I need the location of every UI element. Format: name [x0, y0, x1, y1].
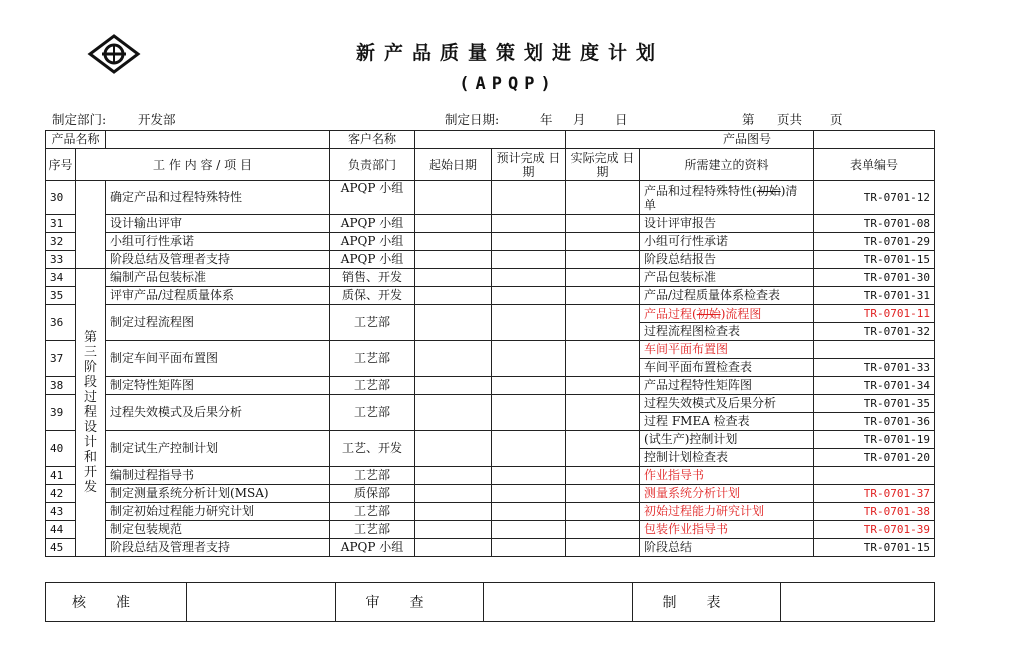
- table-row: [46, 377, 935, 395]
- row-number: 43: [46, 503, 76, 521]
- form-code: TR-0701-34: [814, 377, 935, 395]
- form-code: TR-0701-11: [814, 305, 935, 323]
- task-cell: 评审产品/过程质量体系: [106, 287, 330, 305]
- form-code: [814, 341, 935, 359]
- form-code: TR-0701-35: [814, 395, 935, 413]
- planned-date-cell[interactable]: [492, 341, 566, 377]
- actual-date-cell[interactable]: [566, 251, 640, 269]
- approve-signature-field[interactable]: [187, 583, 336, 622]
- prepare-label: 制表: [633, 583, 781, 622]
- row-number: 31: [46, 215, 76, 233]
- form-code: TR-0701-08: [814, 215, 935, 233]
- col-seq: 序号: [46, 149, 76, 181]
- doc-text: 车间平面布置检查表: [644, 360, 753, 374]
- planned-date-cell[interactable]: [492, 467, 566, 485]
- task-cell: 制定车间平面布置图: [106, 341, 330, 377]
- planned-date-cell[interactable]: [492, 521, 566, 539]
- start-date-cell[interactable]: [415, 233, 492, 251]
- stage-blank: [76, 181, 106, 269]
- form-code: TR-0701-38: [814, 503, 935, 521]
- document-subtitle: (APQP): [459, 74, 557, 94]
- task-cell: 制定过程流程图: [106, 305, 330, 341]
- table-row: [46, 305, 935, 323]
- doc-cell: [640, 413, 814, 431]
- date-month: 月: [573, 112, 586, 127]
- start-date-cell[interactable]: [415, 485, 492, 503]
- doc-text: 小组可行性承诺: [644, 234, 729, 248]
- doc-text: 产品包装标准: [644, 270, 717, 284]
- planned-date-cell[interactable]: [492, 251, 566, 269]
- col-work: 工 作 内 容 / 项 目: [76, 149, 330, 181]
- table-row: [46, 539, 935, 557]
- table-row: [46, 467, 935, 485]
- form-code: TR-0701-29: [814, 233, 935, 251]
- row-number: 42: [46, 485, 76, 503]
- planned-date-cell[interactable]: [492, 539, 566, 557]
- start-date-cell[interactable]: [415, 341, 492, 377]
- doc-text: 阶段总结报告: [644, 252, 717, 266]
- doc-cell: [640, 395, 814, 413]
- doc-text: 产品/过程质量体系检查表: [644, 288, 781, 302]
- planned-date-cell[interactable]: [492, 485, 566, 503]
- col-form: 表单编号: [814, 149, 935, 181]
- dept-label: 制定部门:: [52, 112, 107, 127]
- task-cell: 设计输出评审: [106, 215, 330, 233]
- doc-cell: [640, 215, 814, 233]
- task-cell: 过程失效模式及后果分析: [106, 395, 330, 431]
- actual-date-cell[interactable]: [566, 181, 640, 215]
- table-row: [46, 287, 935, 305]
- row-number: 45: [46, 539, 76, 557]
- start-date-cell[interactable]: [415, 251, 492, 269]
- row-number: 32: [46, 233, 76, 251]
- doc-cell: [640, 305, 814, 323]
- task-cell: 阶段总结及管理者支持: [106, 251, 330, 269]
- doc-cell: [640, 287, 814, 305]
- doc-text-struck: 初始: [756, 183, 781, 198]
- dept-cell: APQP 小组: [330, 251, 415, 269]
- start-date-cell[interactable]: [415, 269, 492, 287]
- table-row: [46, 431, 935, 449]
- actual-date-cell[interactable]: [566, 287, 640, 305]
- apqp-plan-table: [45, 130, 935, 557]
- start-date-cell[interactable]: [415, 521, 492, 539]
- form-code: TR-0701-32: [814, 323, 935, 341]
- doc-text: 作业指导书: [644, 468, 705, 482]
- task-cell: 编制过程指导书: [106, 467, 330, 485]
- planned-date-cell[interactable]: [492, 431, 566, 467]
- task-cell: 制定试生产控制计划: [106, 431, 330, 467]
- form-code: TR-0701-15: [814, 539, 935, 557]
- prepare-signature-field[interactable]: [781, 583, 935, 622]
- form-code: TR-0701-36: [814, 413, 935, 431]
- info-row: [46, 131, 935, 149]
- dept-cell: APQP 小组: [330, 539, 415, 557]
- table-row: [46, 269, 935, 287]
- actual-date-cell[interactable]: [566, 539, 640, 557]
- doc-text: 产品过程特性矩阵图: [644, 378, 753, 392]
- dept-cell: 销售、开发: [330, 269, 415, 287]
- actual-date-cell[interactable]: [566, 431, 640, 467]
- planned-date-cell[interactable]: [492, 377, 566, 395]
- doc-text: (试生产)控制计划: [644, 432, 738, 446]
- row-number: 30: [46, 181, 76, 215]
- doc-text: 过程失效模式及后果分析: [644, 396, 777, 410]
- stage-label: 第三阶段 过程设计和开发: [76, 269, 106, 557]
- table-row: [46, 233, 935, 251]
- dept-value: 开发部: [138, 112, 176, 127]
- doc-text: 过程流程图检查表: [644, 324, 741, 338]
- doc-cell: [640, 181, 814, 215]
- doc-text-struck: 初始: [696, 306, 721, 321]
- form-code: TR-0701-33: [814, 359, 935, 377]
- row-number: 36: [46, 305, 76, 341]
- row-number: 44: [46, 521, 76, 539]
- doc-text: 包装作业指导书: [644, 522, 729, 536]
- review-signature-field[interactable]: [484, 583, 633, 622]
- date-label: 制定日期:: [445, 112, 500, 127]
- document-title: 新产品质量策划进度计划: [355, 42, 664, 64]
- doc-text: 设计评审报告: [644, 216, 717, 230]
- table-row: [46, 395, 935, 413]
- form-code: TR-0701-31: [814, 287, 935, 305]
- col-docs: 所需建立的资料: [640, 149, 814, 181]
- doc-text: 过程 FMEA 检查表: [644, 414, 750, 428]
- drawing-no-value[interactable]: [814, 131, 935, 149]
- dept-cell: 工艺部: [330, 305, 415, 341]
- dept-cell: 工艺部: [330, 521, 415, 539]
- table-row: [46, 485, 935, 503]
- doc-cell: [640, 233, 814, 251]
- doc-cell: [640, 539, 814, 557]
- doc-text: 产品和过程特殊特性(: [644, 183, 757, 198]
- col-planned: 预计完成 日 期: [492, 149, 566, 181]
- form-code: [814, 467, 935, 485]
- task-cell: 制定特性矩阵图: [106, 377, 330, 395]
- product-name-label: 产品名称: [46, 131, 106, 149]
- doc-cell: [640, 377, 814, 395]
- planned-date-cell[interactable]: [492, 305, 566, 341]
- doc-text-suffix: )流程图: [720, 306, 762, 321]
- doc-text: 控制计划检查表: [644, 450, 729, 464]
- planned-date-cell[interactable]: [492, 503, 566, 521]
- doc-cell: [640, 503, 814, 521]
- page-label-di: 第: [742, 112, 755, 127]
- row-number: 34: [46, 269, 76, 287]
- actual-date-cell[interactable]: [566, 503, 640, 521]
- doc-cell: [640, 449, 814, 467]
- start-date-cell[interactable]: [415, 539, 492, 557]
- start-date-cell[interactable]: [415, 305, 492, 341]
- table-row: [46, 503, 935, 521]
- column-header-row: [46, 149, 935, 181]
- doc-cell: [640, 341, 814, 359]
- col-start: 起始日期: [415, 149, 492, 181]
- planned-date-cell[interactable]: [492, 287, 566, 305]
- page-label-ye-gong: 页共: [777, 112, 803, 127]
- form-code: TR-0701-15: [814, 251, 935, 269]
- customer-name-value[interactable]: [415, 131, 566, 149]
- start-date-cell[interactable]: [415, 467, 492, 485]
- doc-text-suffix: )清单: [644, 183, 798, 212]
- row-number: 35: [46, 287, 76, 305]
- page-label-ye: 页: [830, 112, 843, 127]
- date-day: 日: [615, 112, 628, 127]
- dept-cell: 工艺部: [330, 467, 415, 485]
- task-cell: 确定产品和过程特殊特性: [106, 181, 330, 215]
- form-code: TR-0701-12: [814, 181, 935, 215]
- actual-date-cell[interactable]: [566, 485, 640, 503]
- doc-cell: [640, 251, 814, 269]
- doc-cell: [640, 359, 814, 377]
- actual-date-cell[interactable]: [566, 467, 640, 485]
- signature-row: [45, 582, 935, 622]
- customer-name-label: 客户名称: [330, 131, 415, 149]
- planned-date-cell[interactable]: [492, 215, 566, 233]
- actual-date-cell[interactable]: [566, 269, 640, 287]
- actual-date-cell[interactable]: [566, 521, 640, 539]
- start-date-cell[interactable]: [415, 287, 492, 305]
- actual-date-cell[interactable]: [566, 305, 640, 341]
- dept-cell: 工艺部: [330, 395, 415, 431]
- row-number: 33: [46, 251, 76, 269]
- dept-cell: APQP 小组: [330, 233, 415, 251]
- row-number: 38: [46, 377, 76, 395]
- dept-cell: 工艺部: [330, 341, 415, 377]
- doc-cell: [640, 467, 814, 485]
- row-number: 41: [46, 467, 76, 485]
- row-number: 39: [46, 395, 76, 431]
- planned-date-cell[interactable]: [492, 233, 566, 251]
- dept-cell: 工艺部: [330, 503, 415, 521]
- task-cell: 编制产品包装标准: [106, 269, 330, 287]
- doc-text: 阶段总结: [644, 540, 693, 554]
- doc-text: 测量系统分析计划: [644, 486, 741, 500]
- table-row: [46, 251, 935, 269]
- start-date-cell[interactable]: [415, 503, 492, 521]
- dept-cell: APQP 小组: [330, 215, 415, 233]
- table-row: [46, 341, 935, 359]
- task-cell: 制定测量系统分析计划(MSA): [106, 485, 330, 503]
- actual-date-cell[interactable]: [566, 215, 640, 233]
- table-row: [46, 215, 935, 233]
- actual-date-cell[interactable]: [566, 395, 640, 431]
- task-cell: 阶段总结及管理者支持: [106, 539, 330, 557]
- task-cell: 小组可行性承诺: [106, 233, 330, 251]
- dept-cell: 工艺部: [330, 377, 415, 395]
- task-cell: 制定包装规范: [106, 521, 330, 539]
- dept-cell: APQP 小组: [330, 181, 415, 215]
- form-code: TR-0701-19: [814, 431, 935, 449]
- start-date-cell[interactable]: [415, 215, 492, 233]
- doc-text: 产品过程(: [644, 306, 697, 321]
- col-dept: 负责部门: [330, 149, 415, 181]
- doc-text: 车间平面布置图: [644, 342, 729, 356]
- doc-cell: [640, 521, 814, 539]
- task-cell: 制定初始过程能力研究计划: [106, 503, 330, 521]
- doc-cell: [640, 431, 814, 449]
- form-code: TR-0701-20: [814, 449, 935, 467]
- row-number: 37: [46, 341, 76, 377]
- start-date-cell[interactable]: [415, 181, 492, 215]
- table-row: [46, 521, 935, 539]
- planned-date-cell[interactable]: [492, 395, 566, 431]
- dept-cell: 工艺、开发: [330, 431, 415, 467]
- start-date-cell[interactable]: [415, 395, 492, 431]
- doc-cell: [640, 323, 814, 341]
- actual-date-cell[interactable]: [566, 341, 640, 377]
- planned-date-cell[interactable]: [492, 269, 566, 287]
- date-year: 年: [540, 112, 553, 127]
- form-code: TR-0701-30: [814, 269, 935, 287]
- product-name-value[interactable]: [106, 131, 330, 149]
- form-code: TR-0701-37: [814, 485, 935, 503]
- col-actual: 实际完成 日 期: [566, 149, 640, 181]
- doc-cell: [640, 269, 814, 287]
- actual-date-cell[interactable]: [566, 233, 640, 251]
- form-code: TR-0701-39: [814, 521, 935, 539]
- actual-date-cell[interactable]: [566, 377, 640, 395]
- planned-date-cell[interactable]: [492, 181, 566, 215]
- start-date-cell[interactable]: [415, 377, 492, 395]
- drawing-no-label: 产品图号: [566, 131, 814, 149]
- row-number: 40: [46, 431, 76, 467]
- start-date-cell[interactable]: [415, 431, 492, 467]
- dept-cell: 质保部: [330, 485, 415, 503]
- approve-label: 核准: [46, 583, 187, 622]
- doc-text: 初始过程能力研究计划: [644, 504, 765, 518]
- doc-cell: [640, 485, 814, 503]
- review-label: 审查: [336, 583, 484, 622]
- table-row: [46, 181, 935, 215]
- dept-cell: 质保、开发: [330, 287, 415, 305]
